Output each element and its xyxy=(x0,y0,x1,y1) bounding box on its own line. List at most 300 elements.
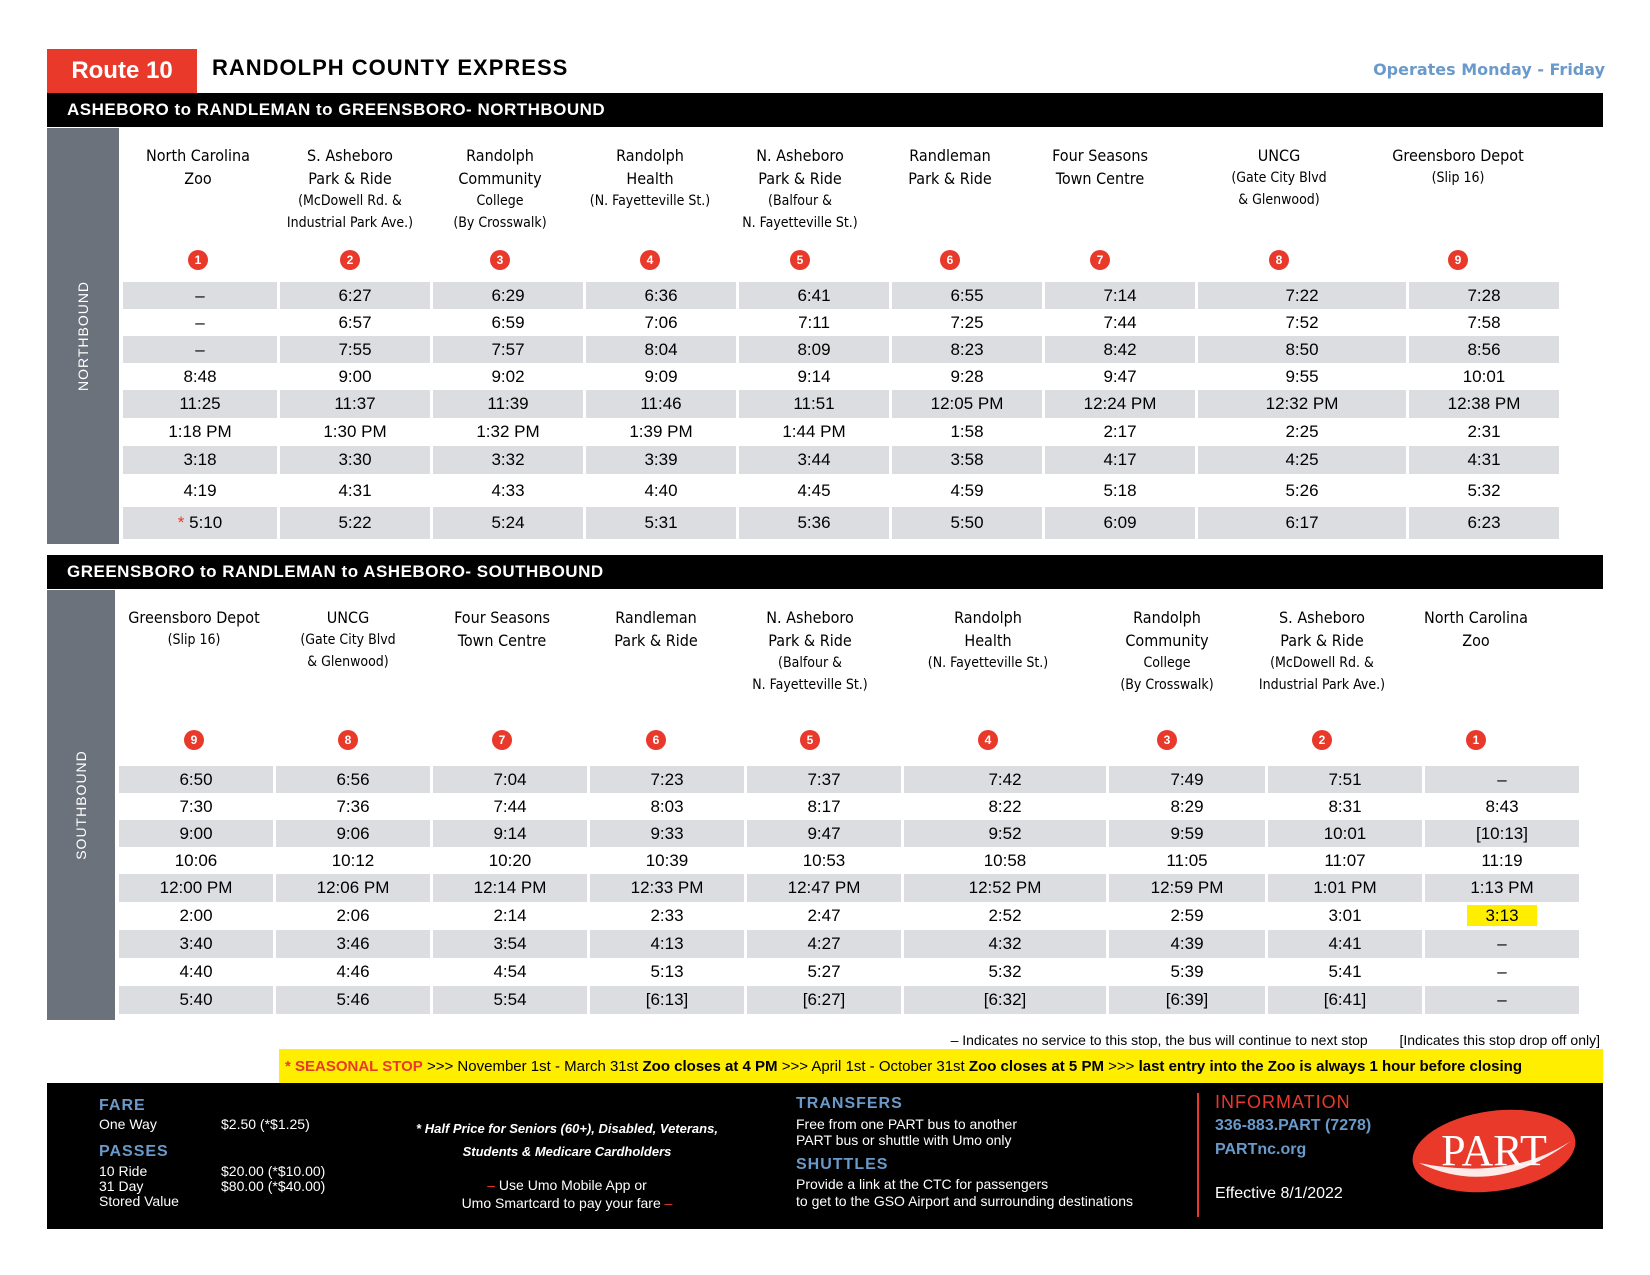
time-cell xyxy=(1045,418,1195,446)
time-value: 10:53 xyxy=(802,850,846,870)
stop-number-badge: 2 xyxy=(1312,730,1332,750)
time-value: 5:24 xyxy=(491,513,525,532)
stop-number-badge: 3 xyxy=(1157,730,1177,750)
transfers-heading: TRANSFERS xyxy=(796,1095,903,1112)
time-value: – xyxy=(195,312,205,332)
time-value: 3:32 xyxy=(491,450,525,469)
time-value: 4:54 xyxy=(493,962,527,981)
stop-number-badge: 1 xyxy=(188,250,208,270)
time-cell xyxy=(276,930,430,958)
footer-panel xyxy=(47,1083,1603,1229)
time-cell xyxy=(1425,986,1579,1014)
time-value: 12:52 PM xyxy=(968,878,1042,897)
stop-name-line: & Glenwood) xyxy=(307,654,389,670)
stop-name-line: (Gate City Blvd xyxy=(300,632,396,648)
time-cell xyxy=(119,820,273,847)
time-cell xyxy=(1198,336,1406,363)
time-cell xyxy=(739,309,889,336)
stop-name-line: (N. Fayetteville St.) xyxy=(589,193,711,209)
southbound-side-label: SOUTHBOUND xyxy=(73,750,89,860)
time-cell xyxy=(904,902,1106,930)
time-cell xyxy=(590,793,744,820)
time-value: 7:55 xyxy=(338,339,372,359)
seasonal-last-entry: last entry into the Zoo is always 1 hour before closing xyxy=(1138,1057,1522,1075)
stop-name-line: (Gate City Blvd xyxy=(1231,170,1327,186)
time-cell xyxy=(1268,902,1422,930)
time-cell xyxy=(586,418,736,446)
stop-header-2 xyxy=(1245,606,1399,761)
time-value: 7:58 xyxy=(1467,312,1501,332)
transfers-line1: Free from one PART bus to another xyxy=(796,1116,1018,1132)
time-value: 6:29 xyxy=(491,285,525,305)
time-cell xyxy=(433,363,583,390)
website-link[interactable]: PARTnc.org xyxy=(1215,1141,1307,1158)
time-value: 6:59 xyxy=(491,312,525,332)
time-value: 2:00 xyxy=(179,906,213,925)
half-price-line2: Students & Medicare Cardholders xyxy=(462,1144,672,1159)
stop-name-line: North Carolina xyxy=(145,146,250,165)
time-cell xyxy=(1109,820,1265,847)
seasonal-label: * SEASONAL STOP xyxy=(285,1057,423,1075)
stop-name-line: Park & Ride xyxy=(614,631,698,650)
time-cell xyxy=(433,874,587,902)
time-value: 7:30 xyxy=(179,796,213,816)
stop-name-line: Community xyxy=(1125,631,1209,650)
southbound-side-panel xyxy=(47,590,115,1020)
stop-name-line: (By Crosswalk) xyxy=(453,215,547,231)
phone-number[interactable]: 336-883.PART (7278) xyxy=(1215,1117,1372,1134)
time-value: 10:01 xyxy=(1323,823,1367,843)
time-value: [6:39] xyxy=(1165,990,1209,1009)
time-value: 11:46 xyxy=(640,394,682,413)
time-cell xyxy=(276,820,430,847)
time-value: 7:22 xyxy=(1285,285,1319,305)
stop-name-line: UNCG xyxy=(326,608,370,627)
stop-name-line: N. Asheboro xyxy=(766,608,854,627)
time-value: 12:59 PM xyxy=(1150,878,1224,897)
time-cell xyxy=(119,986,273,1014)
umo-line1: Use Umo Mobile App or xyxy=(498,1177,647,1193)
time-cell xyxy=(1198,309,1406,336)
umo-dash-left: – xyxy=(487,1177,496,1193)
time-cell xyxy=(433,418,583,446)
stop-number-badge: 5 xyxy=(800,730,820,750)
time-value: 4:45 xyxy=(797,480,831,500)
time-cell xyxy=(1409,282,1559,309)
effective-date: Effective 8/1/2022 xyxy=(1215,1185,1343,1202)
stop-header-8 xyxy=(1175,144,1383,274)
time-cell xyxy=(1409,418,1559,446)
northbound-side-panel xyxy=(47,128,119,544)
time-cell xyxy=(892,309,1042,336)
table-row xyxy=(119,766,1579,793)
time-cell xyxy=(1409,336,1559,363)
shuttles-heading: SHUTTLES xyxy=(796,1156,889,1173)
stop-name-line: (Slip 16) xyxy=(1431,170,1485,186)
stop-name-line: Randleman xyxy=(909,146,991,165)
stop-name-line: N. Fayetteville St.) xyxy=(742,215,858,231)
time-cell xyxy=(1109,958,1265,986)
table-row xyxy=(119,820,1579,847)
time-cell xyxy=(119,793,273,820)
time-cell xyxy=(1045,363,1195,390)
table-row xyxy=(119,902,1579,930)
time-value: 7:23 xyxy=(650,769,684,789)
seasonal-sep: >>> xyxy=(1103,1057,1139,1075)
time-value: 8:23 xyxy=(950,339,984,359)
time-value: 9:33 xyxy=(650,823,684,843)
time-value: 4:59 xyxy=(950,480,984,500)
stop-name-line: Town Centre xyxy=(457,631,547,650)
time-cell xyxy=(590,902,744,930)
stop-name-line: Zoo xyxy=(1462,631,1490,650)
table-row xyxy=(119,958,1579,986)
time-value: 11:37 xyxy=(334,394,376,413)
southbound-title: GREENSBORO to RANDLEMAN to ASHEBORO- SOUTHBOUND xyxy=(47,555,1603,589)
stop-header-6 xyxy=(875,144,1025,274)
time-value: 5:39 xyxy=(1170,962,1204,981)
time-value: 6:57 xyxy=(338,312,372,332)
time-value: 9:47 xyxy=(1103,366,1137,386)
time-cell xyxy=(123,474,277,507)
time-value: 3:54 xyxy=(493,934,527,953)
time-value: 6:17 xyxy=(1285,513,1319,532)
time-value: 12:47 PM xyxy=(787,878,861,897)
time-cell xyxy=(1198,363,1406,390)
time-value: 3:58 xyxy=(950,450,984,469)
transfers-line2: PART bus or shuttle with Umo only xyxy=(796,1132,1012,1148)
time-value: 7:44 xyxy=(1103,312,1137,332)
stop-header-5 xyxy=(725,144,875,274)
time-value: 6:27 xyxy=(338,285,372,305)
time-cell xyxy=(747,847,901,874)
time-value: 8:04 xyxy=(644,339,678,359)
time-value: 11:39 xyxy=(487,394,529,413)
time-value: 4:39 xyxy=(1170,934,1204,953)
time-value: 1:30 PM xyxy=(323,422,387,441)
time-value: 10:01 xyxy=(1462,366,1506,386)
time-cell xyxy=(1045,507,1195,539)
stop-name-line: N. Fayetteville St.) xyxy=(752,677,868,693)
time-cell xyxy=(1425,874,1579,902)
stop-name-line: UNCG xyxy=(1257,146,1301,165)
stop-header-3 xyxy=(425,144,575,274)
time-value: 11:05 xyxy=(1166,850,1208,870)
time-value: 1:58 xyxy=(950,422,984,441)
time-cell xyxy=(1409,390,1559,418)
time-cell xyxy=(747,766,901,793)
stop-number-badge: 4 xyxy=(640,250,660,270)
time-value: 4:13 xyxy=(650,934,684,953)
time-value: 5:31 xyxy=(644,513,678,532)
time-cell xyxy=(904,930,1106,958)
stop-header-3 xyxy=(1089,606,1245,761)
stop-name-line: Randolph xyxy=(1133,608,1201,627)
time-cell xyxy=(433,309,583,336)
part-logo-text: PART xyxy=(1441,1126,1547,1175)
stop-name-line: (Slip 16) xyxy=(167,632,221,648)
time-cell xyxy=(586,363,736,390)
pass-10-label: 10 Ride xyxy=(99,1163,148,1179)
time-cell xyxy=(1109,930,1265,958)
time-value: 8:09 xyxy=(797,339,831,359)
stop-name-line: Health xyxy=(626,169,674,188)
stop-number-badge: 6 xyxy=(940,250,960,270)
time-value: 5:22 xyxy=(338,513,372,532)
shuttles-line1: Provide a link at the CTC for passengers xyxy=(796,1176,1049,1192)
passes-heading: PASSES xyxy=(99,1143,169,1160)
northbound-title: ASHEBORO to RANDLEMAN to GREENSBORO- NORTHBOUND xyxy=(47,93,1603,127)
time-value: [6:41] xyxy=(1323,990,1367,1009)
time-value: 7:42 xyxy=(988,769,1022,789)
operating-days: Operates Monday - Friday xyxy=(1373,60,1605,79)
stop-number-badge: 9 xyxy=(184,730,204,750)
time-cell xyxy=(747,986,901,1014)
time-cell xyxy=(1045,474,1195,507)
time-cell xyxy=(1268,930,1422,958)
time-value: 9:55 xyxy=(1285,366,1319,386)
time-cell xyxy=(739,446,889,474)
table-row xyxy=(119,986,1579,1014)
time-cell xyxy=(1425,902,1579,930)
stop-number-badge: 6 xyxy=(646,730,666,750)
time-value: 8:42 xyxy=(1103,339,1137,359)
time-value: 7:52 xyxy=(1285,312,1319,332)
time-value: 2:31 xyxy=(1467,422,1501,441)
time-value: 3:18 xyxy=(183,450,217,469)
time-cell xyxy=(1045,446,1195,474)
time-cell xyxy=(590,958,744,986)
stop-name-line: Community xyxy=(458,169,542,188)
time-value: 2:17 xyxy=(1103,422,1137,441)
time-value: 8:48 xyxy=(183,366,217,386)
time-cell xyxy=(1198,418,1406,446)
bracket-legend: [Indicates this stop drop off only] xyxy=(1399,1032,1600,1048)
time-value: 11:19 xyxy=(1481,850,1523,870)
stop-name-line: Industrial Park Ave.) xyxy=(1258,677,1386,693)
table-row xyxy=(123,474,1559,507)
time-cell xyxy=(276,847,430,874)
route-badge: Route 10 xyxy=(47,49,197,93)
table-row xyxy=(119,847,1579,874)
time-cell xyxy=(1425,930,1579,958)
table-row xyxy=(123,282,1559,309)
dash-legend: – Indicates no service to this stop, the bus will continue to next stop xyxy=(950,1032,1368,1048)
time-cell xyxy=(433,766,587,793)
time-cell xyxy=(123,363,277,390)
seasonal-stop-banner xyxy=(279,1049,1603,1083)
stop-header-1 xyxy=(121,144,275,274)
time-cell xyxy=(590,874,744,902)
stop-name-line: Randolph xyxy=(466,146,534,165)
time-cell xyxy=(1109,766,1265,793)
time-cell xyxy=(276,766,430,793)
seasonal-summer-dates: >>> April 1st - October 31st xyxy=(777,1057,969,1075)
northbound-stops-header xyxy=(121,144,1610,274)
time-cell xyxy=(276,902,430,930)
time-value: 10:39 xyxy=(645,850,689,870)
time-cell xyxy=(433,847,587,874)
seasonal-summer-close: Zoo closes at 5 PM xyxy=(968,1057,1104,1075)
time-cell xyxy=(586,309,736,336)
stop-name-line: Greensboro Depot xyxy=(128,608,260,627)
stop-name-line: Industrial Park Ave.) xyxy=(286,215,414,231)
time-value: 3:44 xyxy=(797,450,831,469)
time-cell xyxy=(747,930,901,958)
time-value: 12:33 PM xyxy=(630,878,704,897)
time-cell xyxy=(586,336,736,363)
time-value: 4:46 xyxy=(336,962,370,981)
time-value: 1:18 PM xyxy=(168,422,232,441)
part-logo-graphic xyxy=(1409,1101,1579,1201)
time-cell xyxy=(433,958,587,986)
stop-header-8 xyxy=(271,606,425,761)
time-cell xyxy=(747,793,901,820)
stop-name-line: N. Asheboro xyxy=(756,146,844,165)
time-cell xyxy=(904,793,1106,820)
stop-name-line: Greensboro Depot xyxy=(1392,146,1524,165)
time-cell xyxy=(276,958,430,986)
time-cell xyxy=(1109,874,1265,902)
stop-name-line: (By Crosswalk) xyxy=(1120,677,1214,693)
time-value: 5:40 xyxy=(179,990,213,1009)
time-value: 5:13 xyxy=(650,962,684,981)
time-value: 6:41 xyxy=(797,285,831,305)
pass-31-label: 31 Day xyxy=(99,1178,144,1194)
time-value: 8:22 xyxy=(988,796,1022,816)
time-value: 10:20 xyxy=(488,850,532,870)
time-cell xyxy=(276,874,430,902)
time-cell xyxy=(276,793,430,820)
time-value: 9:14 xyxy=(493,823,527,843)
time-value: 9:59 xyxy=(1170,823,1204,843)
time-value: 7:11 xyxy=(798,312,830,332)
time-cell xyxy=(892,418,1042,446)
time-value: 12:06 PM xyxy=(316,878,390,897)
stop-name-line: Four Seasons xyxy=(454,608,550,627)
stop-name-line: Park & Ride xyxy=(1280,631,1364,650)
time-value: 9:00 xyxy=(338,366,372,386)
stop-number-badge: 5 xyxy=(790,250,810,270)
stop-name-line: (Balfour & xyxy=(778,655,842,671)
time-value: 1:32 PM xyxy=(476,422,540,441)
stop-number-badge: 1 xyxy=(1466,730,1486,750)
time-value: 3:30 xyxy=(338,450,372,469)
time-value: 1:01 PM xyxy=(1313,878,1377,897)
stop-name-line: S. Asheboro xyxy=(307,146,393,165)
time-value: 7:37 xyxy=(807,769,841,789)
time-value: 9:09 xyxy=(644,366,678,386)
information-heading: INFORMATION xyxy=(1215,1092,1351,1112)
time-cell xyxy=(280,363,430,390)
time-value: 9:47 xyxy=(807,823,841,843)
time-value: 3:13 xyxy=(1467,905,1536,926)
time-value: 11:51 xyxy=(793,394,835,413)
time-cell xyxy=(739,418,889,446)
time-cell xyxy=(433,902,587,930)
time-cell xyxy=(904,874,1106,902)
umo-line2: Umo Smartcard to pay your fare xyxy=(461,1195,661,1211)
stop-number-badge: 7 xyxy=(1090,250,1110,270)
time-value: 7:57 xyxy=(491,339,525,359)
time-cell xyxy=(747,820,901,847)
stop-header-9 xyxy=(117,606,271,761)
fare-heading: FARE xyxy=(99,1097,146,1114)
northbound-timetable xyxy=(120,282,1562,539)
time-value: 1:44 PM xyxy=(782,422,846,441)
time-cell xyxy=(280,390,430,418)
time-cell xyxy=(586,474,736,507)
time-value: 6:50 xyxy=(179,769,213,789)
time-value: 9:00 xyxy=(179,823,213,843)
time-cell xyxy=(119,902,273,930)
time-cell xyxy=(123,418,277,446)
time-cell xyxy=(590,847,744,874)
legend-notes xyxy=(951,1032,1600,1048)
time-value: 6:55 xyxy=(950,285,984,305)
time-cell xyxy=(280,474,430,507)
time-value: 11:25 xyxy=(179,394,221,413)
time-value: 5:10 xyxy=(189,513,223,532)
time-cell xyxy=(433,793,587,820)
time-cell xyxy=(1198,390,1406,418)
time-value: 8:43 xyxy=(1485,796,1519,816)
time-value: 12:00 PM xyxy=(159,878,233,897)
time-cell xyxy=(739,390,889,418)
stop-name-line: College xyxy=(1143,655,1191,671)
stop-number-badge: 8 xyxy=(1269,250,1289,270)
table-row xyxy=(119,793,1579,820)
time-cell xyxy=(123,446,277,474)
time-value: – xyxy=(195,285,205,305)
stop-number-badge: 4 xyxy=(978,730,998,750)
time-value: 5:54 xyxy=(493,990,527,1009)
time-value: 12:38 PM xyxy=(1447,394,1521,413)
time-value: 9:06 xyxy=(336,823,370,843)
time-cell xyxy=(1425,820,1579,847)
time-value: 12:14 PM xyxy=(473,878,547,897)
time-value: 4:19 xyxy=(183,480,217,500)
time-cell xyxy=(739,474,889,507)
stop-name-line: Park & Ride xyxy=(308,169,392,188)
stop-name-line: Health xyxy=(964,631,1012,650)
stop-number-badge: 9 xyxy=(1448,250,1468,270)
time-value: 12:24 PM xyxy=(1083,394,1157,413)
pass-10-price: $20.00 (*$10.00) xyxy=(221,1163,326,1179)
stop-name-line: Four Seasons xyxy=(1052,146,1148,165)
time-value: – xyxy=(195,339,205,359)
stop-header-7 xyxy=(1025,144,1175,274)
stop-name-line: (N. Fayetteville St.) xyxy=(927,655,1049,671)
southbound-timetable xyxy=(116,766,1582,1014)
time-value: 8:29 xyxy=(1170,796,1204,816)
stop-header-7 xyxy=(425,606,579,761)
time-cell xyxy=(747,874,901,902)
time-cell xyxy=(1109,902,1265,930)
time-cell xyxy=(433,446,583,474)
time-value: 8:17 xyxy=(807,796,841,816)
time-value: 4:31 xyxy=(338,480,372,500)
time-value: – xyxy=(1497,962,1507,981)
time-cell xyxy=(904,847,1106,874)
time-value: 8:03 xyxy=(650,796,684,816)
time-cell xyxy=(586,282,736,309)
stop-name-line: (McDowell Rd. & xyxy=(1270,655,1374,671)
time-value: 2:59 xyxy=(1170,906,1204,925)
table-row xyxy=(123,390,1559,418)
time-cell xyxy=(1198,446,1406,474)
time-value: [10:13] xyxy=(1476,823,1528,843)
